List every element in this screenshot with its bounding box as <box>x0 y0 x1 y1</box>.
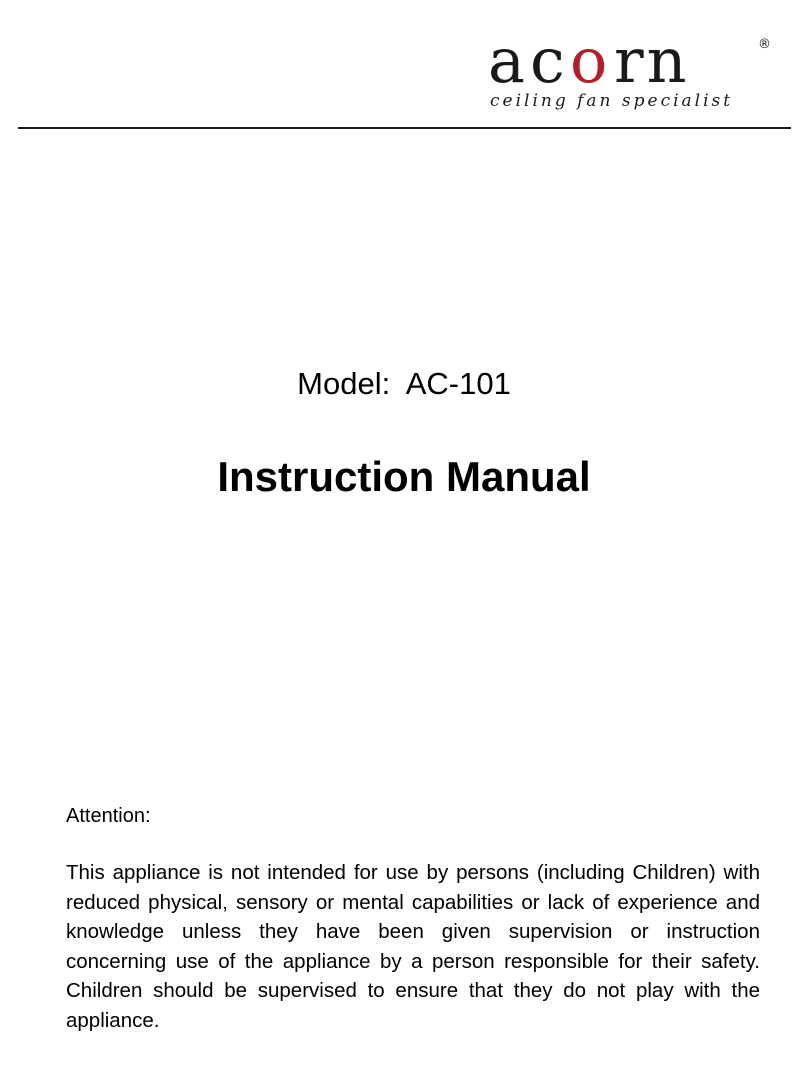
logo-tagline: ceiling fan specialist <box>490 91 734 111</box>
acorn-logo-graphic <box>484 26 774 118</box>
registered-mark: ® <box>758 37 771 52</box>
header-divider <box>18 127 791 129</box>
logo-wordmark-rn: rn <box>614 26 690 97</box>
logo-wordmark: a <box>488 26 528 97</box>
attention-label: Attention: <box>66 805 151 827</box>
brand-logo <box>484 26 774 118</box>
attention-paragraph: This appliance is not intended for use by persons (including Children) with reduced physical, sensory or mental capabilities or lack of experience and knowledge unless they have been given supervision or instruction concerning use of the appliance by a person responsible for their safety. Children should be supervised to ensure that they do not play with the appliance. <box>66 861 760 1032</box>
document-title: Instruction Manual <box>217 453 591 500</box>
logo-wordmark-o-accent: o <box>570 26 611 97</box>
logo-wordmark-c: c <box>530 26 568 97</box>
model-number: Model: AC-101 <box>297 366 511 401</box>
